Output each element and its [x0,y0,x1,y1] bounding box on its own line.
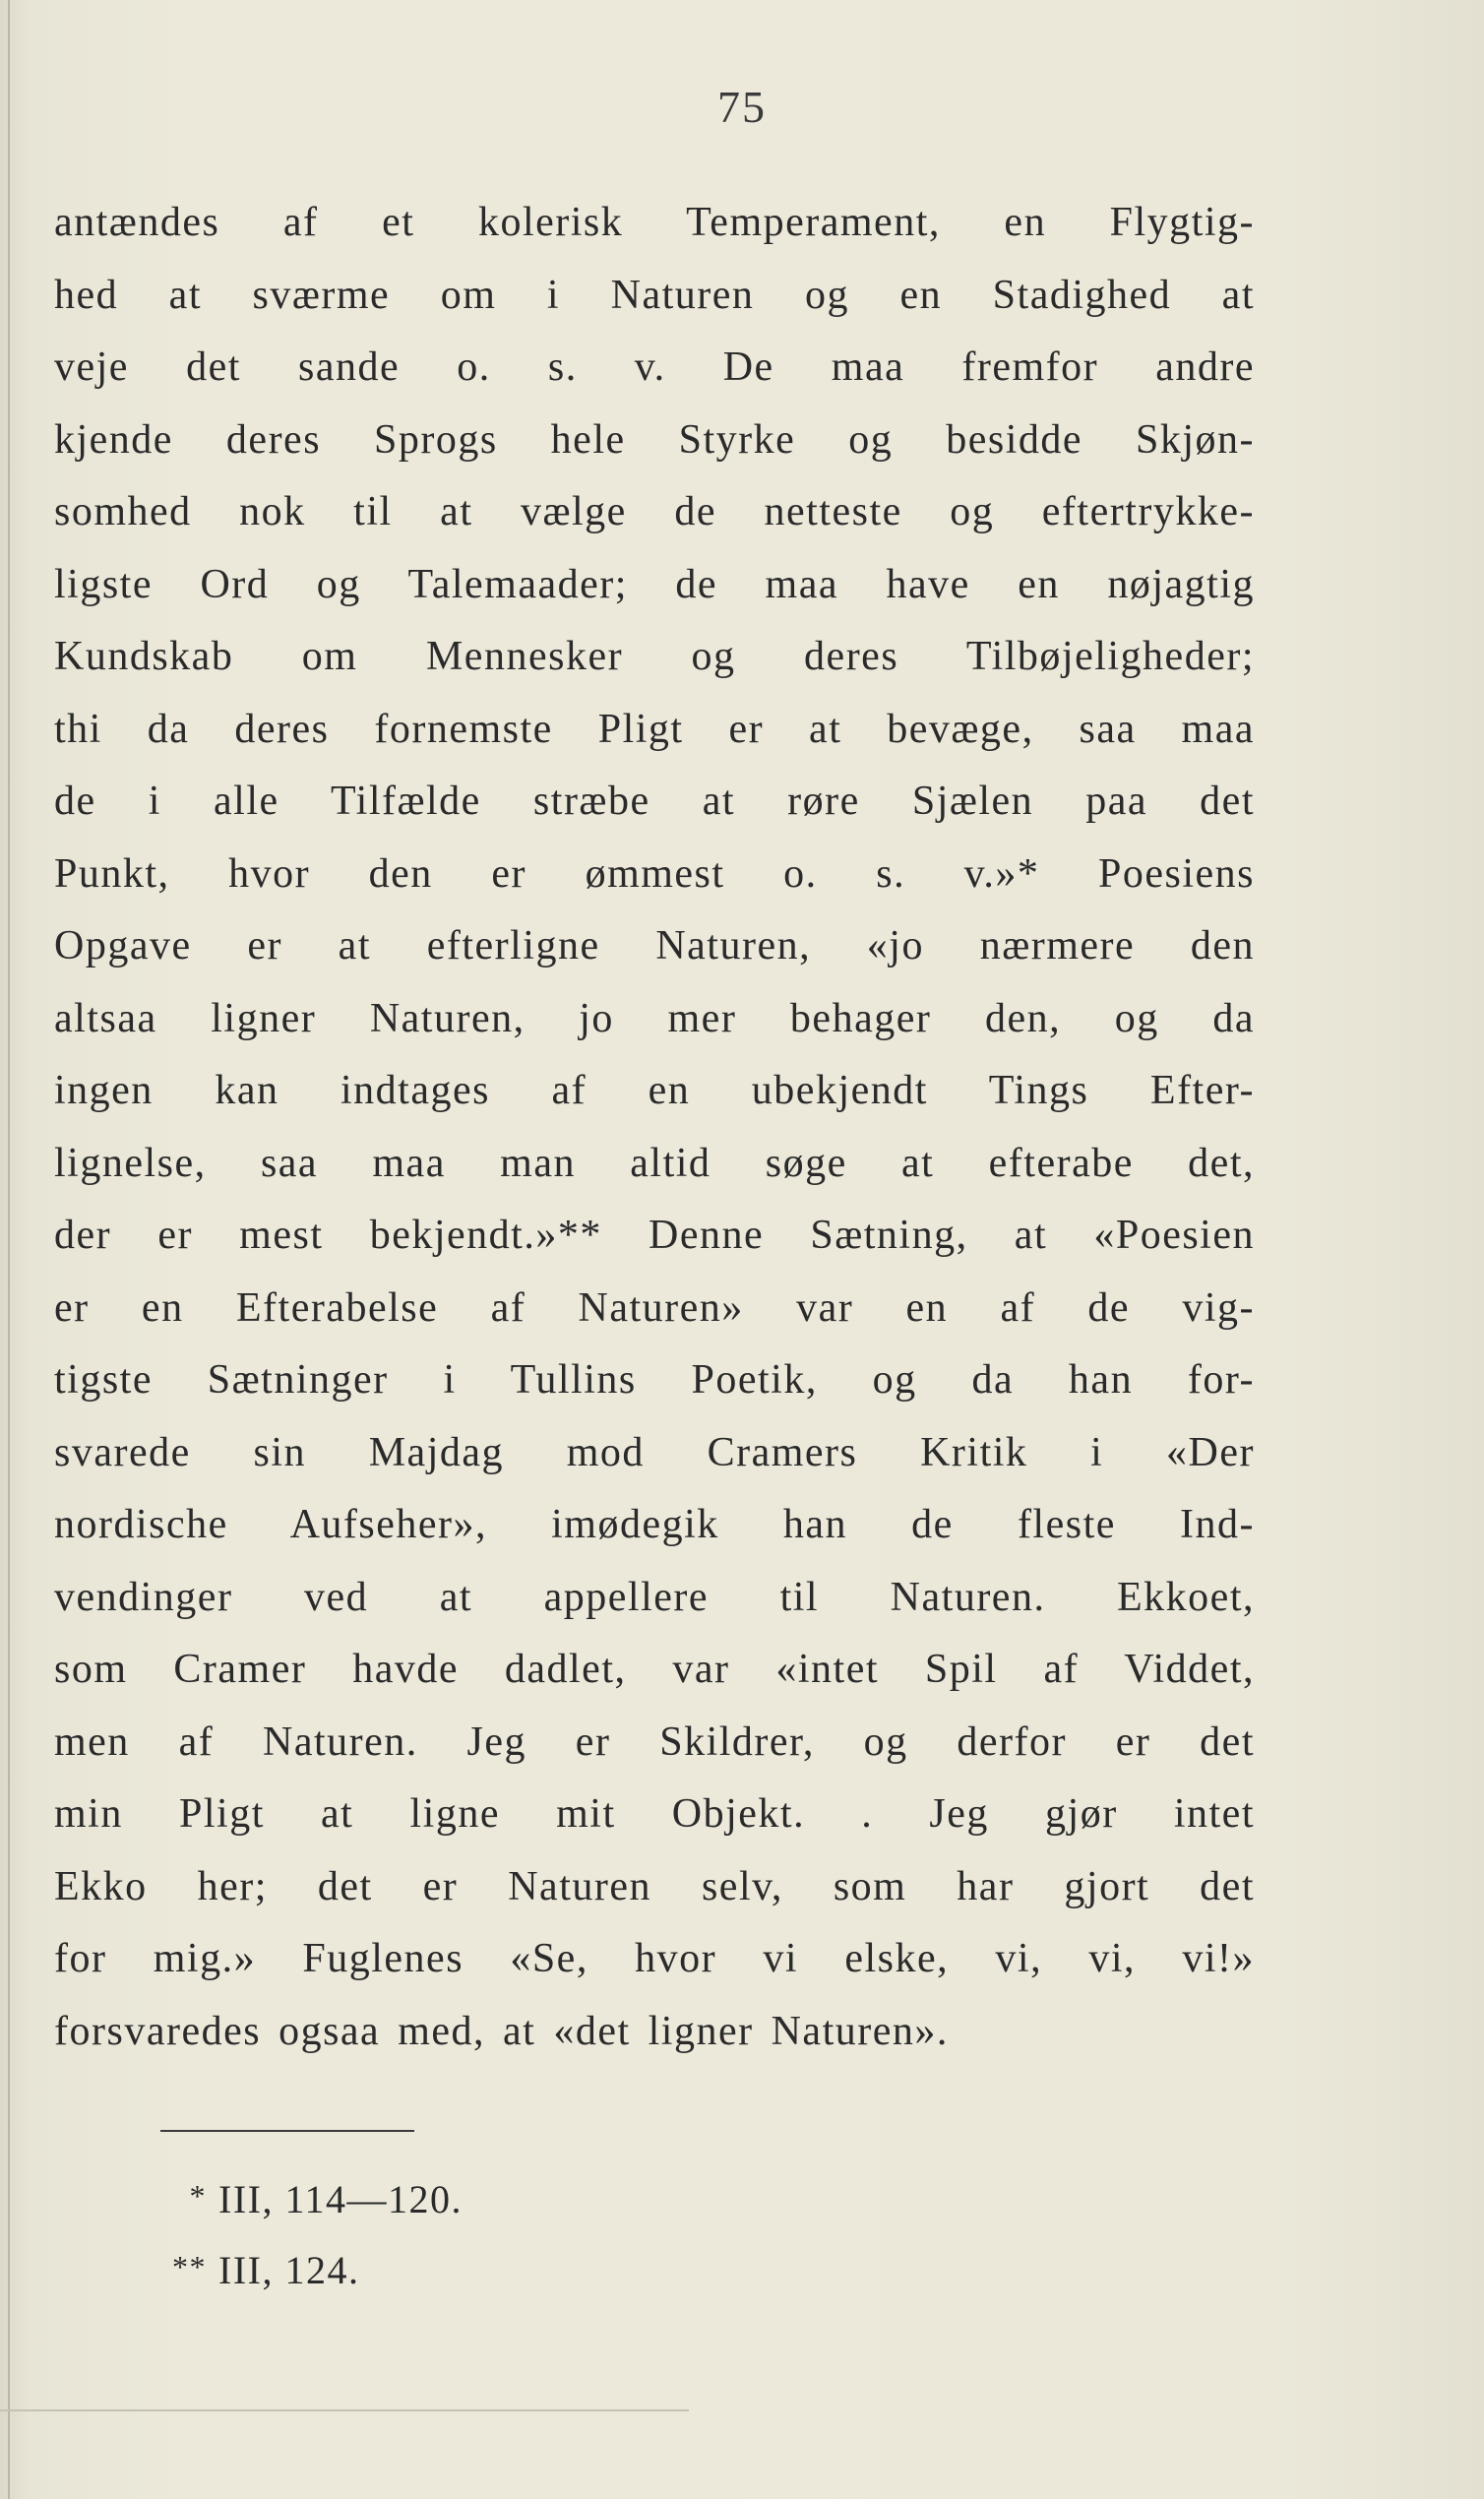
body-text [54,187,1255,2068]
text-line: somhed nok til at vælge de netteste og eftertrykke- [54,489,1255,534]
text-line: Punkt, hvor den er ømmest o. s. v.»* Poesiens [54,850,1255,897]
text-line: Ekko her; det er Naturen selv, som har gjort det [54,1863,1255,1909]
footnotes [138,2160,463,2302]
text-line: er en Efterabelse af Naturen» var en af de vig- [54,1284,1255,1331]
text-line: nordische Aufseher», imødegik han de fleste Ind- [54,1502,1255,1547]
text-line: altsaa ligner Naturen, jo mer behager den, og da [54,995,1255,1041]
text-line: lignelse, saa maa man altid søge at efterabe det, [54,1140,1255,1186]
text-line: de i alle Tilfælde stræbe at røre Sjælen paa det [54,779,1255,824]
footnote-mark: ** [172,2249,207,2284]
text-line: vendinger ved at appellere til Naturen. Ekkoet, [54,1574,1255,1620]
text-line: tigste Sætninger i Tullins Poetik, og da han for- [54,1357,1255,1403]
text-line: thi da deres fornemste Pligt er at bevæge, saa maa [54,706,1255,752]
text-line: men af Naturen. Jeg er Skildrer, og derfor er det [54,1718,1255,1765]
page-bottom-line [0,2409,689,2411]
text-line: hed at sværme om i Naturen og en Stadighed at [54,272,1255,318]
text-line: veje det sande o. s. v. De maa fremfor andre [54,344,1255,390]
text-line: Kundskab om Mennesker og deres Tilbøjeligheder; [54,634,1255,679]
text-line: svarede sin Majdag mod Cramers Kritik i «Der [54,1429,1255,1475]
text-line: for mig.» Fuglenes «Se, hvor vi elske, vi, vi, vi!» [54,1936,1255,1981]
footnote [138,2231,463,2302]
footnote-separator [160,2130,414,2132]
page-number: 75 [717,82,767,132]
text-line: min Pligt at ligne mit Objekt. . Jeg gjør intet [54,1791,1255,1837]
text-line: ligste Ord og Talemaader; de maa have en nøjagtig [54,561,1255,607]
text-line: som Cramer havde dadlet, var «intet Spil af Viddet, [54,1647,1255,1692]
text-line: antændes af et kolerisk Temperament, en Flygtig- [54,200,1255,245]
footnote [138,2160,463,2231]
footnote-text: III, 114—120. [218,2177,463,2221]
text-line: Opgave er at efterligne Naturen, «jo nærmere den [54,923,1255,968]
text-line: ingen kan indtages af en ubekjendt Tings Efter- [54,1068,1255,1113]
text-line: forsvaredes ogsaa med, at «det ligner Naturen». [54,2008,949,2054]
page-edge-line [8,0,10,2499]
text-line: kjende deres Sprogs hele Styrke og besidde Skjøn- [54,416,1255,463]
text-line: der er mest bekjendt.»** Denne Sætning, at «Poesien [54,1213,1255,1258]
footnote-mark: * [189,2178,207,2214]
footnote-text: III, 124. [218,2248,360,2292]
